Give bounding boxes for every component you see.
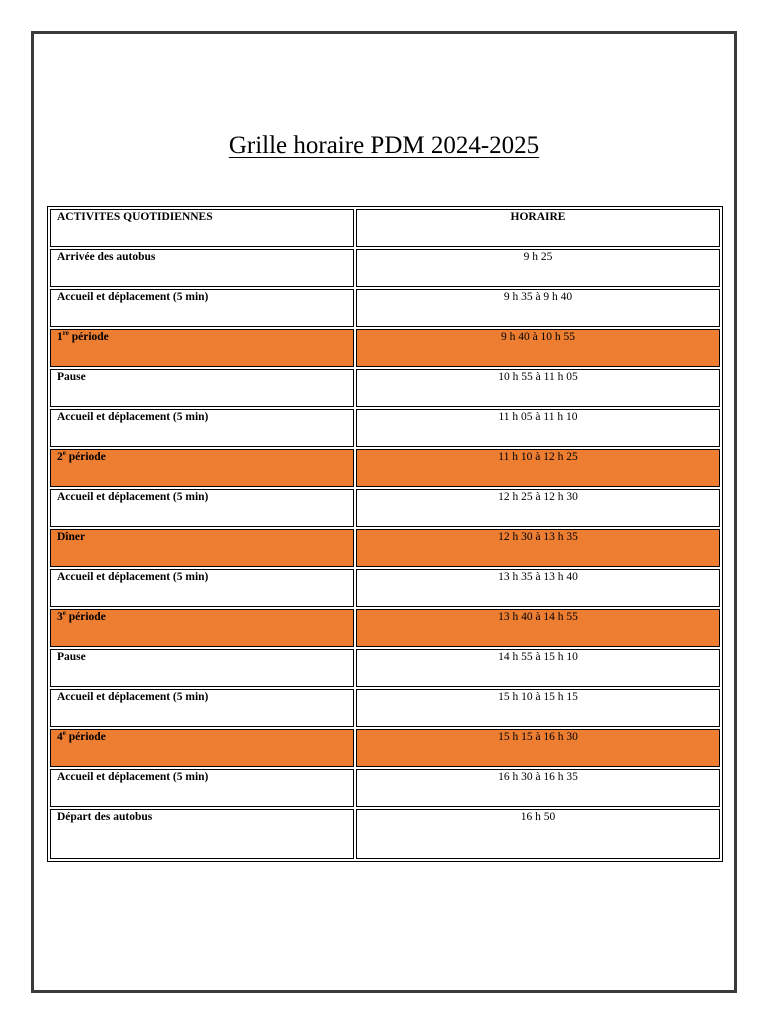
activity-cell — [50, 529, 354, 567]
activity-label-suffix: période — [65, 731, 106, 743]
table-row — [50, 369, 720, 407]
activity-label: Départ des autobus — [57, 811, 153, 823]
document-page — [31, 31, 737, 993]
activity-label: 2 — [57, 451, 63, 463]
time-cell: 14 h 55 à 15 h 10 — [356, 649, 720, 687]
document-title: Grille horaire PDM 2024-2025 — [228, 132, 540, 159]
activity-label: Arrivée des autobus — [57, 251, 156, 263]
activity-label: Pause — [57, 371, 86, 383]
table-row — [50, 289, 720, 327]
table-row — [50, 489, 720, 527]
time-cell: 9 h 40 à 10 h 55 — [356, 329, 720, 367]
table-header-row — [50, 209, 720, 247]
table-row — [50, 649, 720, 687]
activity-cell — [50, 369, 354, 407]
activity-label: Accueil et déplacement (5 min) — [57, 571, 209, 583]
activity-cell — [50, 569, 354, 607]
time-cell: 9 h 25 — [356, 249, 720, 287]
activity-cell — [50, 649, 354, 687]
ordinal-suffix: e — [62, 449, 66, 458]
ordinal-suffix: e — [62, 609, 66, 618]
table-row — [50, 569, 720, 607]
activity-cell — [50, 769, 354, 807]
time-cell: 15 h 15 à 16 h 30 — [356, 729, 720, 767]
table-row — [50, 769, 720, 807]
activity-cell — [50, 729, 354, 767]
activity-label: 3 — [57, 611, 63, 623]
activity-label: Accueil et déplacement (5 min) — [57, 491, 209, 503]
ordinal-suffix: e — [62, 729, 66, 738]
time-cell: 11 h 05 à 11 h 10 — [356, 409, 720, 447]
schedule-table — [47, 206, 723, 862]
activity-label: Accueil et déplacement (5 min) — [57, 771, 209, 783]
time-cell: 16 h 50 — [356, 809, 720, 859]
table-row — [50, 249, 720, 287]
header-schedule: HORAIRE — [356, 209, 720, 247]
table-row — [50, 329, 720, 367]
table-row — [50, 729, 720, 767]
table-row — [50, 609, 720, 647]
activity-label: Accueil et déplacement (5 min) — [57, 291, 209, 303]
time-cell: 16 h 30 à 16 h 35 — [356, 769, 720, 807]
time-cell: 12 h 30 à 13 h 35 — [356, 529, 720, 567]
activity-cell — [50, 609, 354, 647]
activity-label: Dîner — [57, 531, 86, 543]
table-row — [50, 409, 720, 447]
activity-label-suffix: période — [65, 451, 106, 463]
time-cell: 13 h 40 à 14 h 55 — [356, 609, 720, 647]
table-row — [50, 449, 720, 487]
activity-cell — [50, 329, 354, 367]
table-row — [50, 529, 720, 567]
time-cell: 12 h 25 à 12 h 30 — [356, 489, 720, 527]
activity-cell — [50, 409, 354, 447]
time-cell: 9 h 35 à 9 h 40 — [356, 289, 720, 327]
activity-label-suffix: période — [65, 611, 106, 623]
activity-label: Pause — [57, 651, 86, 663]
header-activities: ACTIVITES QUOTIDIENNES — [50, 209, 354, 247]
time-cell: 11 h 10 à 12 h 25 — [356, 449, 720, 487]
activity-cell — [50, 289, 354, 327]
time-cell: 15 h 10 à 15 h 15 — [356, 689, 720, 727]
time-cell: 10 h 55 à 11 h 05 — [356, 369, 720, 407]
activity-label: Accueil et déplacement (5 min) — [57, 411, 209, 423]
activity-cell — [50, 689, 354, 727]
ordinal-suffix: re — [62, 329, 69, 338]
activity-label-suffix: période — [68, 331, 109, 343]
activity-label: 1 — [57, 331, 63, 343]
activity-label: 4 — [57, 731, 63, 743]
time-cell: 13 h 35 à 13 h 40 — [356, 569, 720, 607]
activity-cell — [50, 809, 354, 859]
activity-cell — [50, 489, 354, 527]
table-row — [50, 689, 720, 727]
activity-cell — [50, 449, 354, 487]
activity-label: Accueil et déplacement (5 min) — [57, 691, 209, 703]
activity-cell — [50, 249, 354, 287]
table-row — [50, 809, 720, 859]
